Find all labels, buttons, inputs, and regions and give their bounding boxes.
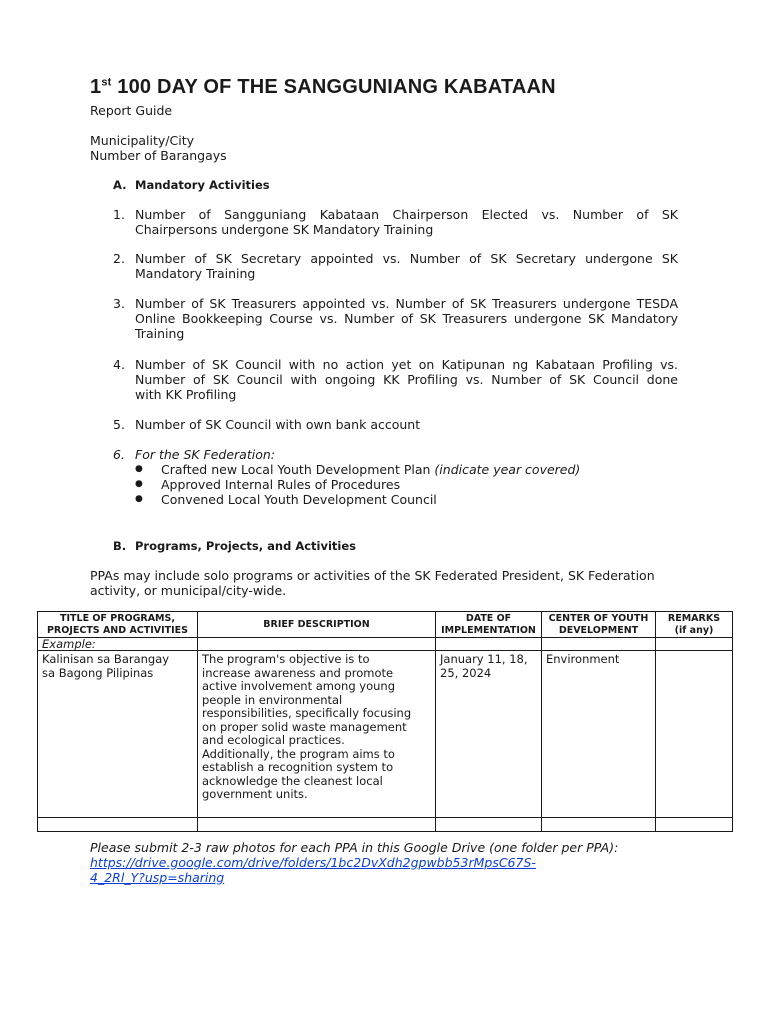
cell-remarks: [656, 651, 733, 818]
municipality-label: Municipality/City: [90, 133, 194, 148]
bullet-icon: ●: [135, 464, 143, 474]
title-text: 1st 100 DAY OF THE SANGGUNIANG KABATAAN: [90, 76, 556, 98]
cell-center: Environment: [542, 651, 656, 818]
table-example-label-row: [38, 638, 733, 651]
header-date: DATE OF IMPLEMENTATION: [436, 612, 542, 638]
bullet-icon: ●: [135, 479, 143, 489]
example-label: Example:: [38, 638, 198, 651]
header-center: CENTER OF YOUTH DEVELOPMENT: [542, 612, 656, 638]
header-description: BRIEF DESCRIPTION: [198, 612, 436, 638]
barangays-label: Number of Barangays: [90, 148, 227, 163]
ppa-table: [37, 611, 733, 832]
submission-text: Please submit 2-3 raw photos for each PPA in this Google Drive (one folder per PPA):: [90, 840, 619, 855]
cell-date: January 11, 18, 25, 2024: [436, 651, 542, 818]
bullet-icon: ●: [135, 494, 143, 504]
section-b-heading: B. Programs, Projects, and Activities: [113, 539, 356, 553]
google-drive-link[interactable]: https://drive.google.com/drive/folders/1bc2DvXdh2gpwbb53rMpsC67S-: [90, 855, 536, 870]
header-title: TITLE OF PROGRAMS, PROJECTS AND ACTIVITIES: [38, 612, 198, 638]
ppa-intro: PPAs may include solo programs or activities of the SK Federated President, SK Federation activity, or municipal/city-wide.: [90, 568, 655, 598]
subtitle: Report Guide: [90, 103, 173, 118]
page-title: [90, 76, 556, 99]
document-page: 1st 100 DAY OF THE SANGGUNIANG KABATAAN Report Guide Municipality/City Number of Barangays A. Mandatory Activities 1. Number of Sangguniang Kabataan Chairperson Elected vs. Number of SK Chairpersons undergone SK Mandatory Training 2. Number of SK Secretary appointed vs. Number of SK Secretary undergone SK Mandatory Training 3. Number of SK Treasurers appointed vs. Number of SK Treasurers undergone TESDA Online Bookkeeping Course vs. Number of SK Treasurers undergone SK Mandatory Training 4. Number of SK Council with no action yet on Katipunan ng Kabataan Profiling vs. Number of SK Council with ongoing KK Profiling vs. Number of SK Council done with KK Profiling 5. Number of SK Council with own bank account 6. For the SK Federation: ● Crafted new Local Youth Development Plan (indicate year covered) ● Approved Internal Rules of Procedures ● Convened Local Youth Development Council B. Programs, Projects, and Activities PPAs may include solo programs or activities of the SK Federated President, SK Federation activity, or municipal/city-wide. TITLE OF PROGRAMS, PROJECTS AND ACTIVITIES BRIEF DESCRIPTION DATE OF IMPLEMENTATION CENTER OF YOUTH DEVELOPMENT REMARKS (if any) Example: Kalinisan sa Barangay sa Bagong Pilipinas The program's objective is to increase awareness and promote active involvement among young people in environmental responsibilities, specifically focusing on proper solid waste management and ecological practices. Additionally, the program aims to establish a recognition system to acknowledge the cleanest local government units. January 11, 18, 25, 2024 Environment Please submit 2-3 raw photos for each PPA in this Google Drive (one folder per PPA): https://drive.google.com/drive/folders/1bc2DvXdh2gpwbb53rMpsC67S- 4_2Rl_Y?usp=sharing: [0, 0, 768, 1024]
cell-description: The program's objective is to increase awareness and promote active involvement among young people in environmental responsibilities, specifically focusing on proper solid waste management and ecological practices. Additionally, the program aims to establish a recognition system to acknowledge the cleanest local government units.: [198, 651, 436, 818]
section-a-heading: A. Mandatory Activities: [113, 178, 270, 192]
submission-instructions: [90, 840, 618, 885]
google-drive-link-continued[interactable]: 4_2Rl_Y?usp=sharing: [90, 870, 225, 885]
table-empty-row: [38, 818, 733, 832]
cell-title: Kalinisan sa Barangay sa Bagong Pilipinas: [38, 651, 198, 818]
header-remarks: REMARKS (if any): [656, 612, 733, 638]
table-header-row: [38, 612, 733, 638]
table-row: [38, 651, 733, 818]
